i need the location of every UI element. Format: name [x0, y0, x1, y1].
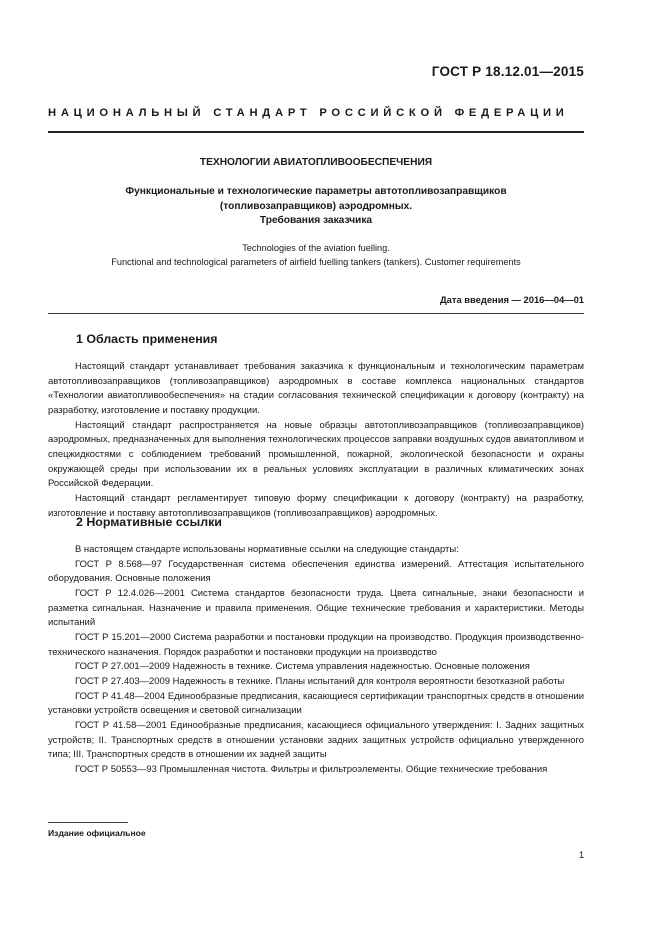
- reference-item: ГОСТ Р 15.201—2000 Система разработки и постановки продукции на производство. Продукция производственно-технического назначения. Порядок разработки и постановки продукции на производство: [48, 631, 584, 658]
- subtitle-line: Функциональные и технологические параметры автотопливозаправщиков: [125, 186, 507, 197]
- paragraph: Настоящий стандарт регламентирует типовую форму спецификации к договору (контракту) на разработку, изготовление и поставку автотопливозаправщиков (топливозаправщиков) аэродромных.: [48, 492, 584, 519]
- title-block-rule: [48, 313, 584, 314]
- edition-note: Издание официальное: [48, 828, 146, 838]
- subtitle-line: Требования заказчика: [259, 215, 373, 227]
- reference-item: ГОСТ Р 27.001—2009 Надежность в технике. Система управления надежностью. Основные положения: [75, 661, 530, 673]
- section-2-body: [48, 543, 584, 778]
- section-2-title: 2 Нормативные ссылки: [76, 515, 222, 529]
- paragraph: В настоящем стандарте использованы нормативные ссылки на следующие стандарты:: [75, 544, 459, 555]
- introduction-date: Дата введения — 2016—04—01: [439, 294, 584, 305]
- reference-item: ГОСТ Р 8.568—97 Государственная система обеспечения единства измерений. Аттестация испытательного оборудования. Основные положения: [48, 558, 584, 585]
- reference-item: ГОСТ Р 12.4.026—2001 Система стандартов безопасности труда. Цвета сигнальные, знаки безопасности и разметка сигнальная. Назначение и правила применения. Общие технические требования и характеристики. Методы испытаний: [48, 587, 584, 629]
- reference-item: ГОСТ Р 41.48—2004 Единообразные предписания, касающиеся сертификации транспортных средств в отношении установки устройств освещения и световой сигнализации: [48, 690, 584, 717]
- reference-item: ГОСТ Р 50553—93 Промышленная чистота. Фильтры и фильтроэлементы. Общие технические требования: [75, 763, 548, 775]
- reference-item: ГОСТ Р 41.58—2001 Единообразные предписания, касающиеся официального утверждения: I. Задних защитных устройств; II. Транспортных средств в отношении установки задних защитных устройств официально утвержденного типа; III. Транспортных средств в отношении их задней защиты: [48, 719, 584, 761]
- document-title: ТЕХНОЛОГИИ АВИАТОПЛИВООБЕСПЕЧЕНИЯ: [199, 157, 433, 168]
- reference-item: ГОСТ Р 27.403—2009 Надежность в технике. Планы испытаний для контроля вероятности безотказной работы: [75, 675, 565, 687]
- english-title-line: Functional and technological parameters of airfield fuelling tankers (tankers). Customer requirements: [111, 257, 521, 267]
- section-1-title: 1 Область применения: [76, 332, 218, 346]
- document-code: ГОСТ Р 18.12.01—2015: [431, 64, 584, 79]
- english-title-line: Technologies of the aviation fuelling.: [242, 243, 390, 253]
- page-number: 1: [578, 850, 584, 860]
- header-rule: [48, 131, 584, 133]
- subtitle-line: (топливозаправщиков) аэродромных.: [219, 200, 413, 212]
- document-subtitle: [48, 185, 584, 229]
- section-1-body: [48, 360, 584, 521]
- paragraph: Настоящий стандарт устанавливает требования заказчика к функциональным и технологическим параметрам автотопливозаправщиков (топливозаправщиков) аэродромных в составе комплекса национальных стандартов «Технологии авиатопливообеспечения» на стадии согласования технической спецификации к договору (контракту) на разработку, изготовление и поставку продукции.: [48, 361, 584, 416]
- footer-rule: [48, 822, 128, 823]
- paragraph: Настоящий стандарт распространяется на новые образцы автотопливозаправщиков (топливозаправщиков) аэродромных, предназначенных для выполнения технологических процессов заправки воздушных судов авиатопливом и спецжидкостями с соблюдением требований промышленной, пожарной, экологической безопасности и охраны окружающей среды при использовании их в реальных условиях эксплуатации в различных климатических зонах Российской Федерации.: [48, 419, 584, 490]
- national-standard-heading: НАЦИОНАЛЬНЫЙ СТАНДАРТ РОССИЙСКОЙ ФЕДЕРАЦИИ: [48, 107, 569, 119]
- english-title: [48, 241, 584, 269]
